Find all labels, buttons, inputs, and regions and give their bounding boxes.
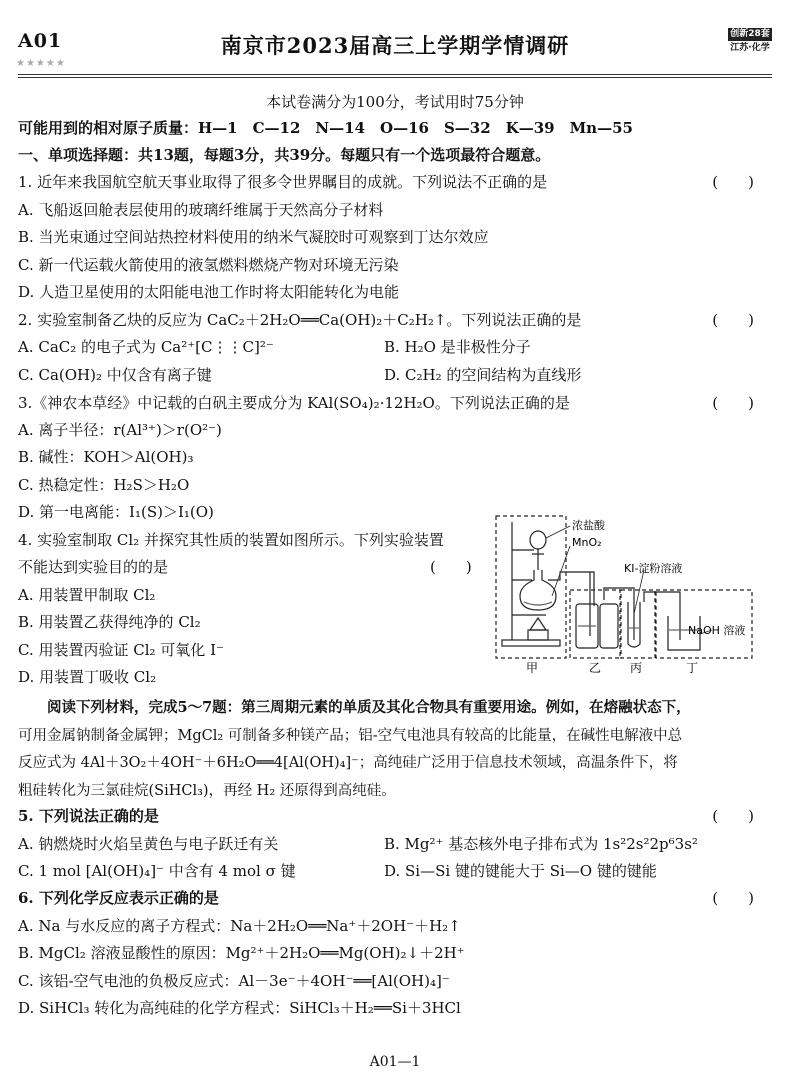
label-ding: 丁 [686, 661, 699, 675]
question-6-option-a: A. Na 与水反应的离子方程式：Na＋2H₂O══Na⁺＋2OH⁻＋H₂↑ [18, 917, 461, 935]
question-2-option-a: A. CaC₂ 的电子式为 Ca²⁺[C⋮⋮C]²⁻ [18, 338, 274, 356]
delivery-tube-2 [644, 592, 680, 640]
question-1-option-b: B. 当光束通过空间站热控材料使用的纳米气凝胶时可观察到丁达尔效应 [18, 228, 489, 246]
question-5-option-b: B. Mg²⁺ 基态核外电子排布式为 1s²2s²2p⁶3s² [384, 835, 698, 853]
question-3-option-a: A. 离子半径：r(Al³⁺)＞r(O²⁻) [18, 421, 222, 439]
brand-logo [728, 28, 772, 54]
question-3-option-b: B. 碱性：KOH＞Al(OH)₃ [18, 448, 194, 466]
answer-paren: ( ) [712, 889, 754, 907]
question-6-stem [18, 888, 772, 908]
exam-code: A01 [18, 30, 63, 52]
label-naoh: NaOH 溶液 [688, 624, 746, 637]
label-mno2: MnO₂ [572, 536, 602, 549]
section-title: 一、单项选择题：共13题，每题3分，共39分。每题只有一个选项最符合题意。 [18, 146, 551, 164]
question-stem-text: 3.《神农本草经》中记载的白矾主要成分为 KAl(SO₄)₂·12H₂O。下列说法正确的是 [18, 394, 570, 412]
answer-paren: ( ) [430, 558, 472, 576]
question-2-options-cd [18, 365, 772, 385]
question-6-option-c: C. 该铝-空气电池的负极反应式：Al－3e⁻＋4OH⁻══[Al(OH)₄]⁻ [18, 972, 450, 990]
question-1-stem [18, 172, 772, 192]
question-stem-text: 5. 下列说法正确的是 [18, 807, 159, 825]
wash-bottle-2 [600, 604, 618, 648]
question-4-option-d: D. 用装置丁吸收 Cl₂ [18, 668, 157, 686]
page-number: A01—1 [369, 1054, 421, 1070]
question-stem-text: 不能达到实验目的的是 [18, 558, 169, 576]
question-4-option-c: C. 用装置丙验证 Cl₂ 可氧化 I⁻ [18, 641, 224, 659]
separatory-funnel [530, 531, 546, 549]
apparatus-figure [494, 510, 756, 680]
answer-paren: ( ) [712, 394, 754, 412]
atomic-masses: 可能用到的相对原子质量：H—1 C—12 N—14 O—16 S—32 K—39 Mn—55 [18, 119, 633, 137]
question-5-option-a: A. 钠燃烧时火焰呈黄色与电子跃迁有关 [18, 835, 279, 853]
answer-paren: ( ) [712, 311, 754, 329]
question-2-options-ab [18, 337, 772, 357]
round-bottom-flask [520, 570, 556, 610]
answer-paren: ( ) [712, 807, 754, 825]
logo-bottom: 江苏·化学 [730, 43, 770, 53]
question-stem-text: 1. 近年来我国航空航天事业取得了很多令世界瞩目的成就。下列说法不正确的是 [18, 173, 548, 191]
header-divider-2 [18, 77, 772, 78]
exam-note: 本试卷满分为100分，考试用时75分钟 [266, 93, 524, 111]
answer-paren: ( ) [712, 173, 754, 191]
label-conc-hcl: 浓盐酸 [572, 519, 605, 532]
stand-base [502, 640, 560, 646]
alcohol-lamp-flame [530, 618, 546, 630]
reading-line-2: 可用金属钠制备金属钾；MgCl₂ 可制备多种镁产品；铝-空气电池具有较高的比能量，在碱性电解液中总 [18, 727, 683, 744]
question-2-option-b: B. H₂O 是非极性分子 [384, 338, 531, 356]
reading-passage [18, 694, 774, 805]
question-4-stem-line2 [18, 557, 488, 577]
question-3-option-c: C. 热稳定性：H₂S＞H₂O [18, 476, 190, 494]
question-5-option-c: C. 1 mol [Al(OH)₄]⁻ 中含有 4 mol σ 键 [18, 862, 296, 880]
question-4-option-a: A. 用装置甲制取 Cl₂ [18, 586, 156, 604]
question-6-option-d: D. SiHCl₃ 转化为高纯硅的化学方程式：SiHCl₃＋H₂══Si＋3HCl [18, 999, 461, 1017]
label-ki-starch: KI-淀粉溶液 [624, 562, 683, 575]
reading-line-3: 反应式为 4Al＋3O₂＋4OH⁻＋6H₂O══4[Al(OH)₄]⁻；高纯硅广泛用于信息技术领域，高温条件下，将 [18, 755, 678, 771]
logo-top: 创新28套 [728, 28, 772, 41]
reading-line-4: 粗硅转化为三氯硅烷(SiHCl₃)，再经 H₂ 还原得到高纯硅。 [18, 782, 396, 799]
question-5-options-cd [18, 861, 772, 881]
label-yi: 乙 [589, 661, 602, 675]
question-1-option-a: A. 飞船返回舱表层使用的玻璃纤维属于天然高分子材料 [18, 201, 384, 219]
question-3-stem [18, 393, 772, 413]
box-bing [621, 590, 655, 658]
alcohol-lamp [528, 630, 548, 640]
reading-line-1: 阅读下列材料，完成5～7题：第三周期元素的单质及其化合物具有重要用途。例如，在熔融状态下， [18, 699, 691, 716]
question-1-option-d: D. 人造卫星使用的太阳能电池工作时将太阳能转化为电能 [18, 283, 400, 301]
decorative-stars: ★★★★★ [16, 58, 66, 69]
question-5-stem [18, 806, 772, 826]
page-title: 南京市2023届高三上学期学情调研 [220, 33, 570, 58]
label-jia: 甲 [526, 661, 539, 675]
question-stem-text: 6. 下列化学反应表示正确的是 [18, 889, 219, 907]
label-bing: 丙 [630, 661, 643, 675]
question-5-option-d: D. Si—Si 键的键能大于 Si—O 键的键能 [384, 862, 657, 880]
question-2-option-c: C. Ca(OH)₂ 中仅含有离子键 [18, 366, 212, 384]
question-4-stem-line1: 4. 实验室制取 Cl₂ 并探究其性质的装置如图所示。下列实验装置 [18, 531, 444, 549]
question-1-option-c: C. 新一代运载火箭使用的液氢燃料燃烧产物对环境无污染 [18, 256, 399, 274]
question-2-stem [18, 310, 772, 330]
question-2-option-d: D. C₂H₂ 的空间结构为直线形 [384, 366, 582, 384]
question-5-options-ab [18, 834, 772, 854]
question-stem-text: 2. 实验室制备乙炔的反应为 CaC₂＋2H₂O══Ca(OH)₂＋C₂H₂↑。下列说法正确的是 [18, 311, 582, 329]
question-4-option-b: B. 用装置乙获得纯净的 Cl₂ [18, 613, 201, 631]
header-divider [18, 74, 772, 75]
question-3-option-d: D. 第一电离能：I₁(S)＞I₁(O) [18, 503, 214, 521]
question-6-option-b: B. MgCl₂ 溶液显酸性的原因：Mg²⁺＋2H₂O══Mg(OH)₂↓＋2H⁺ [18, 944, 465, 962]
